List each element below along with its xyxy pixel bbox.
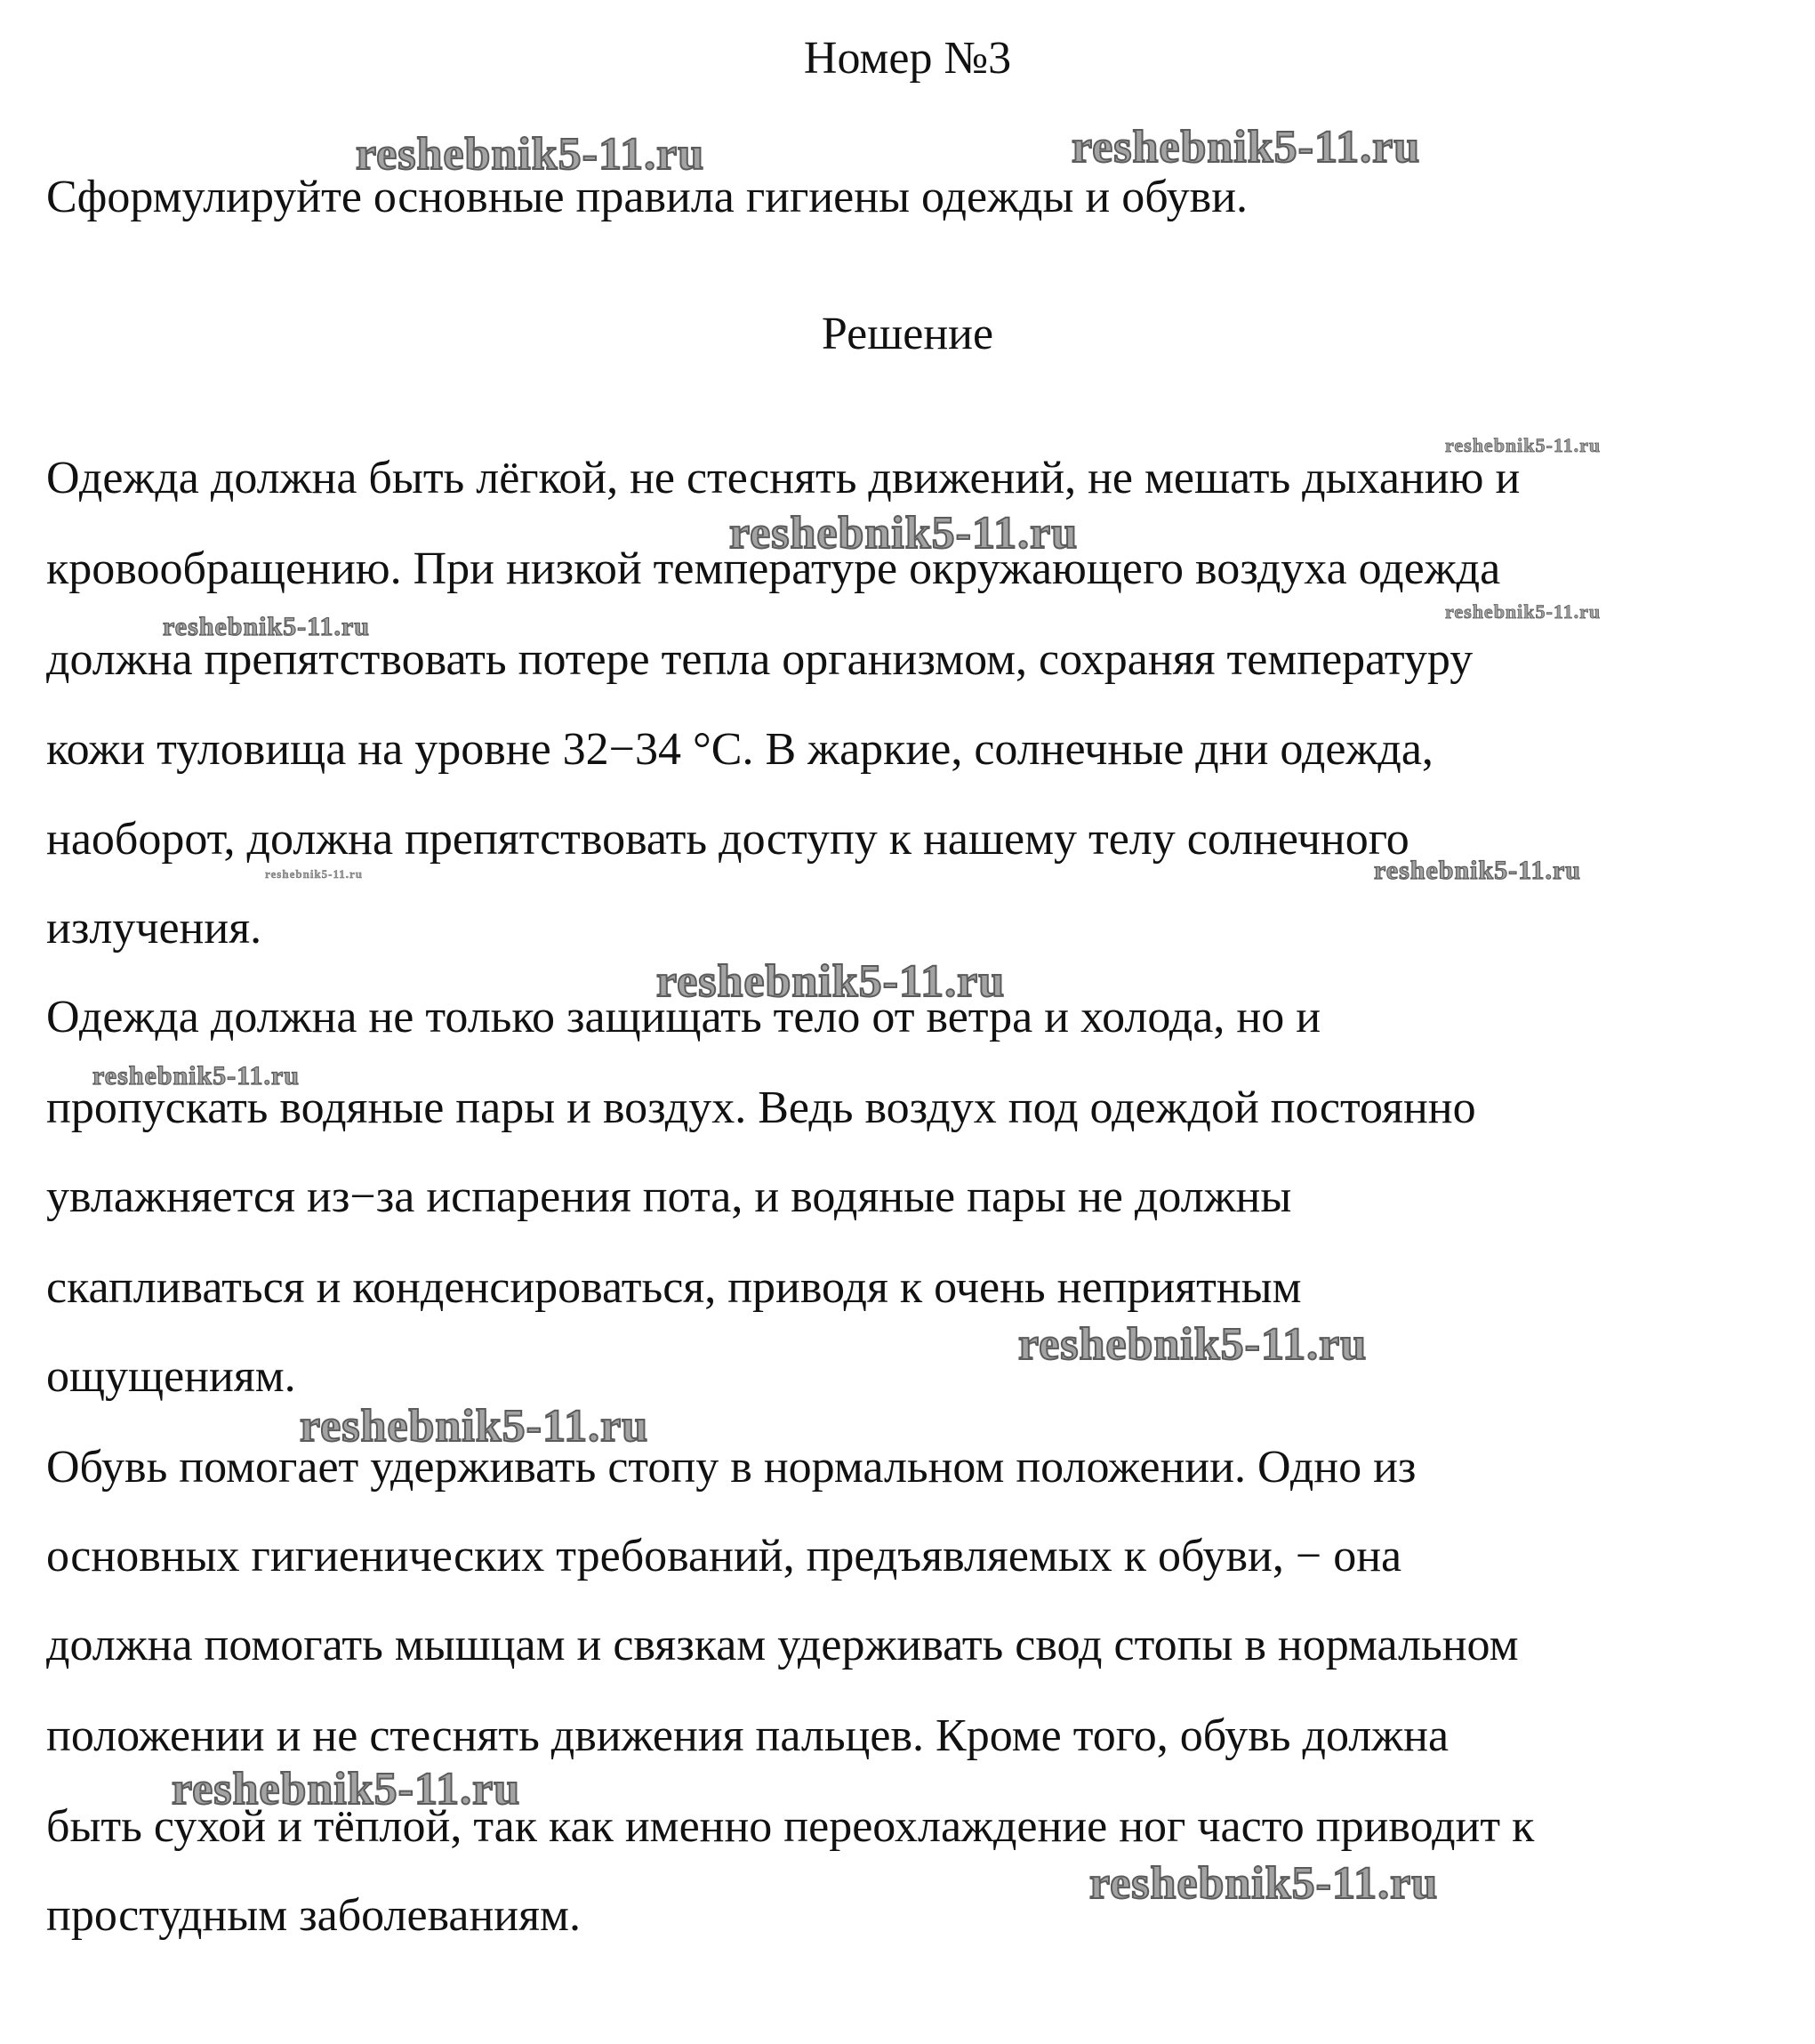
watermark: reshebnik5-11.ru [265, 867, 364, 881]
watermark: reshebnik5-11.ru [356, 129, 705, 180]
paragraph-line: должна помогать мышцам и связкам удерживать свод стопы в нормальном [46, 1620, 1519, 1670]
paragraph-line: Одежда должна не только защищать тело от ветра и холода, но и [46, 992, 1321, 1042]
question-text: Сформулируйте основные правила гигиены одежды и обуви. [46, 172, 1249, 222]
solution-heading: Решение [821, 309, 994, 359]
paragraph-line: излучения. [46, 903, 262, 954]
watermark: reshebnik5-11.ru [92, 1061, 300, 1090]
paragraph-line: положении и не стеснять движения пальцев. Кроме того, обувь должна [46, 1710, 1450, 1761]
paragraph-line: кровообращению. При низкой температуре окружающего воздуха одежда [46, 543, 1501, 594]
watermark: reshebnik5-11.ru [729, 508, 1079, 559]
paragraph-line: наоборот, должна препятствовать доступу к нашему телу солнечного [46, 814, 1409, 865]
watermark: reshebnik5-11.ru [1374, 856, 1581, 885]
paragraph-line: основных гигиенических требований, предъявляемых к обуви, − она [46, 1531, 1402, 1581]
page-title: Номер №3 [803, 33, 1012, 84]
paragraph-line: должна препятствовать потере тепла организмом, сохраняя температуру [46, 634, 1474, 685]
watermark: reshebnik5-11.ru [172, 1764, 521, 1815]
paragraph-line: пропускать водяные пары и воздух. Ведь воздух под одеждой постоянно [46, 1082, 1476, 1133]
watermark: reshebnik5-11.ru [1089, 1858, 1439, 1909]
paragraph-line: Обувь помогает удерживать стопу в нормальном положении. Одно из [46, 1442, 1417, 1493]
paragraph-line: кожи туловища на уровне 32−34 °С. В жаркие, солнечные дни одежда, [46, 724, 1434, 775]
paragraph-line: увлажняется из−за испарения пота, и водяные пары не должны [46, 1171, 1292, 1222]
paragraph-line: быть сухой и тёплой, так как именно переохлаждение ног часто приводит к [46, 1801, 1535, 1852]
paragraph-line: ощущениям. [46, 1351, 296, 1402]
watermark: reshebnik5-11.ru [1445, 434, 1602, 456]
watermark: reshebnik5-11.ru [300, 1401, 649, 1452]
watermark: reshebnik5-11.ru [1072, 122, 1421, 173]
watermark: reshebnik5-11.ru [656, 956, 1006, 1007]
watermark: reshebnik5-11.ru [1018, 1319, 1368, 1370]
watermark: reshebnik5-11.ru [163, 612, 370, 641]
paragraph-line: простудным заболеваниям. [46, 1890, 581, 1941]
watermark: reshebnik5-11.ru [1445, 600, 1602, 623]
paragraph-line: Одежда должна быть лёгкой, не стеснять движений, не мешать дыханию и [46, 453, 1521, 503]
paragraph-line: скапливаться и конденсироваться, приводя к очень неприятным [46, 1262, 1302, 1313]
